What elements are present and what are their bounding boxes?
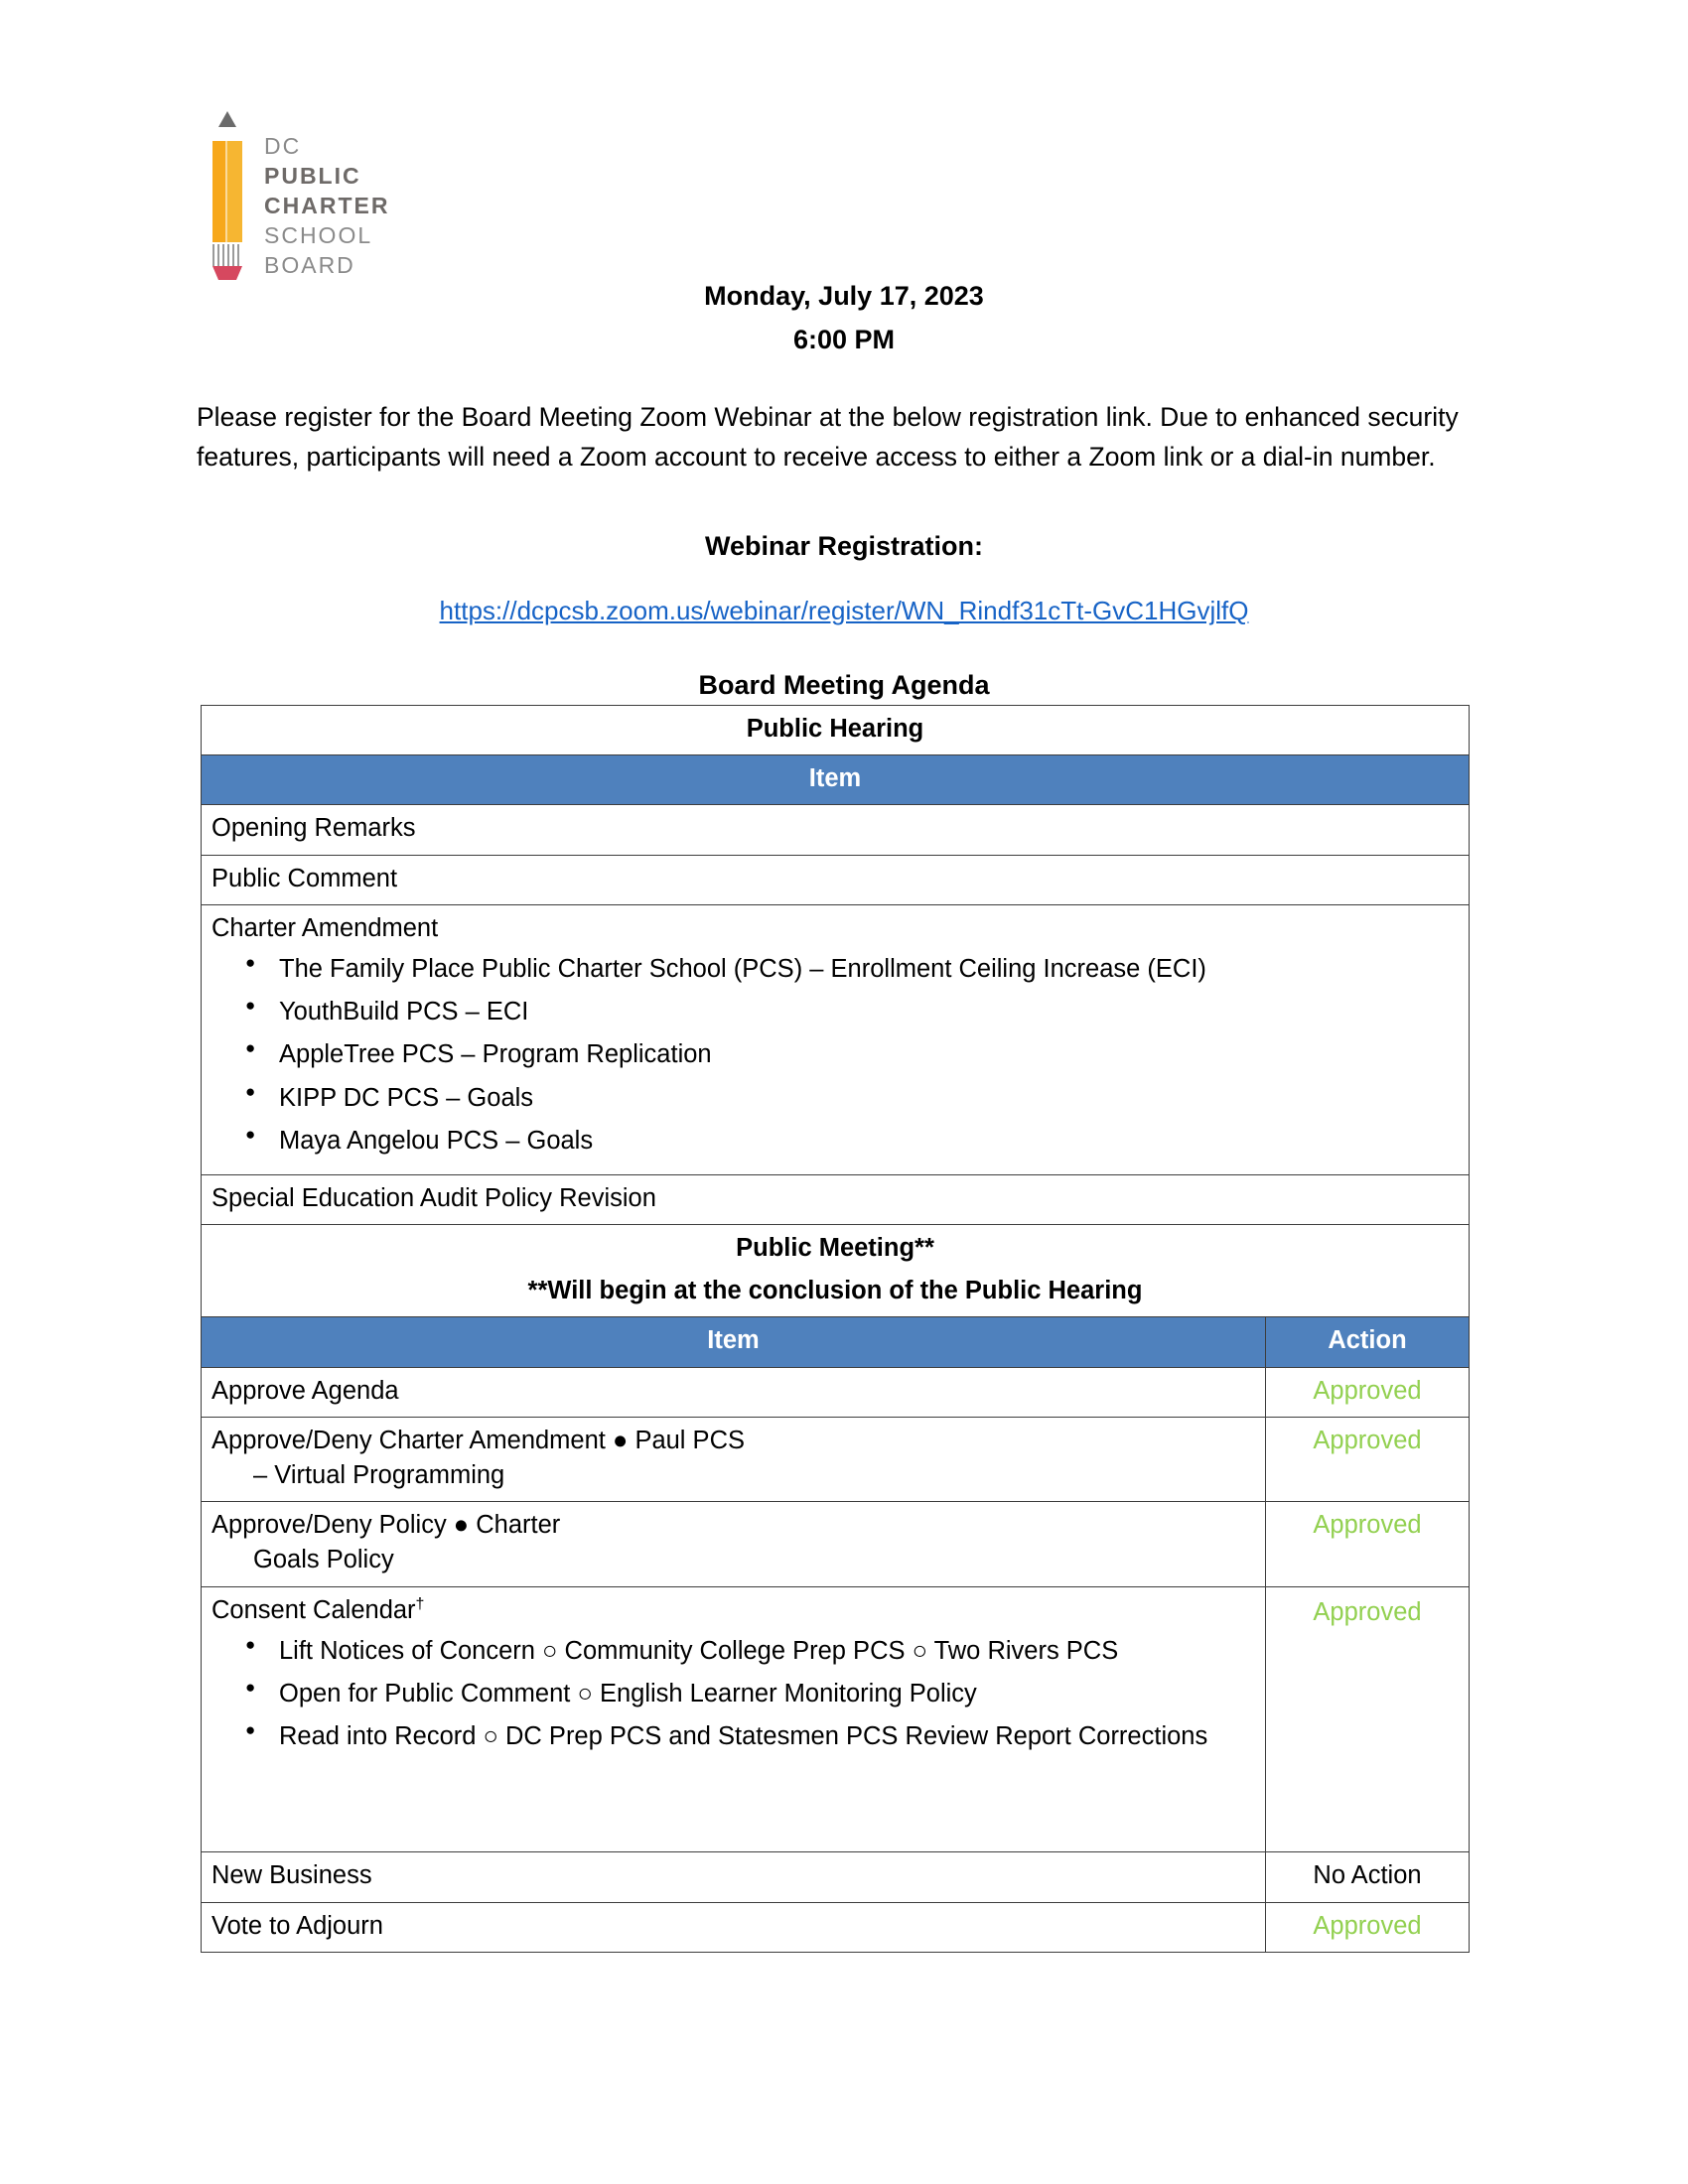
list-item: ● The Family Place Public Charter School (PCS) – Enrollment Ceiling Increase (ECI): [279, 952, 1459, 987]
consent-calendar-bullet-list: [211, 1634, 1255, 1755]
table-row: [202, 1902, 1470, 1952]
agenda-item-special-education-audit: Special Education Audit Policy Revision: [202, 1174, 1470, 1224]
table-row: [202, 1317, 1470, 1367]
public-meeting-action-header: Action: [1265, 1317, 1469, 1367]
agenda-item-opening-remarks: Opening Remarks: [202, 805, 1470, 855]
agenda-item-approve-deny-policy: [202, 1502, 1266, 1586]
logo-line-board: BOARD: [264, 252, 355, 278]
registration-instructions: Please register for the Board Meeting Zoom Webinar at the below registration link. Due to enhanced security features, participants will need a Zoom account to receive access to either a Zoom link or a dial-in number.: [197, 402, 1459, 473]
agenda-item-consent-calendar: [202, 1586, 1266, 1852]
agenda-item-approve-deny-charter-amendment: [202, 1417, 1266, 1501]
status-badge: Approved: [1265, 1417, 1469, 1501]
list-item: ● Open for Public Comment ○ English Learner Monitoring Policy: [279, 1677, 1255, 1711]
status-badge: No Action: [1265, 1852, 1469, 1902]
pencil-eraser-shape: [212, 266, 242, 280]
dcpcsb-logo: [205, 111, 389, 284]
charter-amendment-paul-label: Approve/Deny Charter Amendment ● Paul PCS: [211, 1426, 745, 1454]
charter-amendment-paul-subline: – Virtual Programming: [253, 1461, 505, 1489]
status-badge: Approved: [1265, 1902, 1469, 1952]
logo-line-dc: DC: [264, 133, 302, 159]
charter-goals-policy-label: Approve/Deny Policy ● Charter: [211, 1511, 561, 1540]
table-row: [202, 855, 1470, 904]
logo-wordmark: [264, 111, 389, 284]
table-row: [202, 805, 1470, 855]
agenda-item-approve-agenda: Approve Agenda: [202, 1367, 1266, 1417]
table-row: [202, 755, 1470, 805]
logo-line-school: SCHOOL: [264, 222, 373, 248]
agenda-item-charter-amendment: [202, 904, 1470, 1174]
table-row: [202, 1367, 1470, 1417]
webinar-link-container: [0, 596, 1688, 626]
list-item: ● YouthBuild PCS – ECI: [279, 995, 1459, 1029]
list-item: ● Read into Record ○ DC Prep PCS and Statesmen PCS Review Report Corrections: [279, 1719, 1255, 1754]
logo-line-public: PUBLIC: [264, 163, 361, 189]
status-badge: Approved: [1265, 1367, 1469, 1417]
pencil-body-shape: [212, 141, 242, 242]
charter-amendment-label: Charter Amendment: [211, 913, 439, 942]
pencil-ferrule-shape: [212, 244, 242, 266]
consent-calendar-text: Consent Calendar: [211, 1595, 416, 1624]
list-item: ● Lift Notices of Concern ○ Community College Prep PCS ○ Two Rivers PCS: [279, 1634, 1255, 1669]
table-row: [202, 1174, 1470, 1224]
dagger-superscript-icon: †: [415, 1595, 425, 1613]
agenda-item-vote-to-adjourn: Vote to Adjourn: [202, 1902, 1266, 1952]
public-hearing-section-label: Public Hearing: [202, 706, 1470, 755]
board-meeting-agenda-table: [201, 705, 1470, 1953]
table-row: [202, 1586, 1470, 1852]
logo-line-charter: CHARTER: [264, 193, 390, 218]
public-meeting-section-header: [202, 1225, 1470, 1317]
public-meeting-section-label: Public Meeting**: [736, 1234, 934, 1263]
pencil-icon: [205, 111, 250, 282]
consent-calendar-label: [211, 1593, 1255, 1628]
agenda-item-public-comment: Public Comment: [202, 855, 1470, 904]
webinar-registration-link[interactable]: https://dcpcsb.zoom.us/webinar/register/WN_Rindf31cTt-GvC1HGvjlfQ: [439, 596, 1249, 625]
table-row: [202, 1417, 1470, 1501]
agenda-item-new-business: New Business: [202, 1852, 1266, 1902]
webinar-registration-heading: Webinar Registration:: [704, 531, 984, 561]
public-hearing-item-header: Item: [202, 755, 1470, 805]
table-row: [202, 706, 1470, 755]
status-badge: Approved: [1265, 1502, 1469, 1586]
list-item: ● KIPP DC PCS – Goals: [279, 1081, 1459, 1116]
meeting-time: 6:00 PM: [792, 325, 896, 354]
table-row: [202, 904, 1470, 1174]
list-item: ● AppleTree PCS – Program Replication: [279, 1037, 1459, 1072]
list-item: ● Maya Angelou PCS – Goals: [279, 1124, 1459, 1159]
pencil-tip-shape: [218, 111, 236, 127]
status-badge: Approved: [1265, 1586, 1469, 1852]
charter-amendment-bullet-list: [211, 952, 1459, 1159]
table-row: [202, 1852, 1470, 1902]
public-meeting-item-header: Item: [202, 1317, 1266, 1367]
table-row: [202, 1502, 1470, 1586]
public-meeting-section-note: **Will begin at the conclusion of the Public Hearing: [527, 1277, 1143, 1305]
table-row: [202, 1225, 1470, 1317]
agenda-title: Board Meeting Agenda: [698, 670, 990, 700]
meeting-date: Monday, July 17, 2023: [704, 281, 984, 311]
charter-goals-policy-subline: Goals Policy: [253, 1546, 394, 1574]
